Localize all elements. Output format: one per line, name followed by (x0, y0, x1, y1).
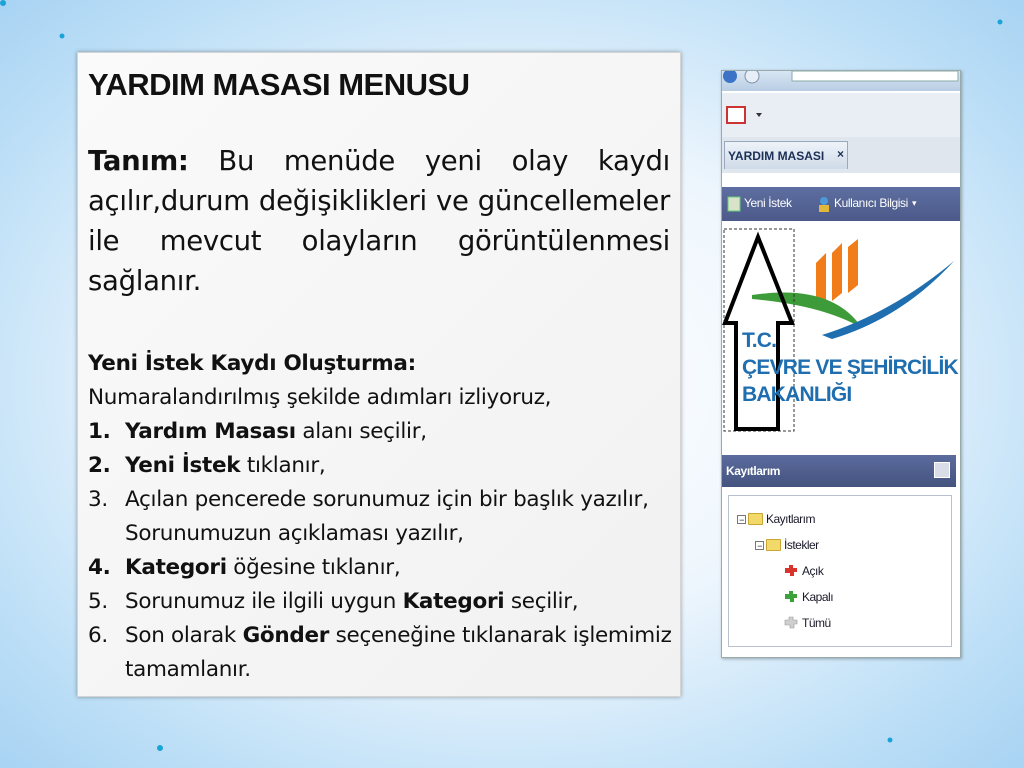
tab-label: YARDIM MASASI (728, 149, 825, 163)
chevron-down-icon[interactable]: ▾ (912, 198, 917, 208)
instructions-section (88, 347, 678, 687)
panel-title: Kayıtlarım (726, 464, 781, 478)
logo-line-2: ÇEVRE VE ŞEHİRCİLİK (742, 356, 958, 379)
logo-line-1: T.C. (742, 329, 777, 352)
step-item (88, 449, 678, 483)
slide-title: YARDIM MASASI MENUSU (88, 67, 470, 102)
records-tree (728, 495, 952, 647)
tree-leaf-open[interactable] (783, 562, 823, 580)
step-text: Açılan pencerede sorunumuz için bir başlık yazılır, Sorunumuzun açıklaması yazılır, (125, 487, 649, 546)
step-text: seçeneğine tıklanarak işlemimiz tamamlanır. (125, 623, 672, 682)
step-bold: Kategori (125, 555, 227, 580)
folder-icon (748, 513, 763, 525)
tree-label: Tümü (802, 616, 831, 630)
step-number: 1. (88, 419, 111, 444)
tree-leaf-closed[interactable] (783, 588, 833, 606)
tree-label: Kapalı (802, 590, 834, 604)
step-bold: Yeni İstek (125, 453, 241, 478)
step-pre: Sorunumuz ile ilgili uygun (125, 589, 403, 614)
collapse-icon[interactable] (934, 462, 950, 478)
browser-nav-icon (722, 71, 960, 91)
step-item (88, 483, 678, 551)
tab-yardim-masasi[interactable] (724, 141, 848, 169)
definition-label: Tanım: (88, 145, 189, 177)
new-request-button[interactable]: Yeni İstek (744, 196, 792, 210)
step-bold: Kategori (402, 589, 505, 614)
definition-text: Bu menüde yeni olay kaydı açılır,durum değişiklikleri ve güncellemeler ile mevcut olayların görüntülenmesi sağlanır. (88, 145, 670, 297)
site-favicon-icon (722, 93, 782, 137)
app-tab-row (722, 137, 960, 173)
user-info-button[interactable]: Kullanıcı Bilgisi (834, 196, 908, 210)
minus-icon[interactable]: − (755, 541, 764, 550)
step-text: seçilir, (504, 589, 579, 614)
step-bold: Yardım Masası (125, 419, 296, 444)
step-text: öğesine tıklanır, (226, 555, 401, 580)
step-pre: Son olarak (125, 623, 243, 648)
step-item (88, 551, 678, 585)
app-toolbar (722, 187, 960, 221)
tree-label: Açık (802, 564, 824, 578)
step-text: tıklanır, (240, 453, 326, 478)
browser-address-bar (722, 71, 960, 91)
step-number: 4. (88, 555, 111, 580)
browser-tab-strip (722, 93, 960, 138)
ministry-logo (722, 223, 960, 451)
content-card (77, 52, 681, 697)
step-number: 6. (88, 623, 108, 648)
green-puzzle-icon (783, 589, 799, 605)
step-item (88, 619, 678, 687)
tree-node-requests[interactable] (755, 536, 819, 554)
logo-line-3: BAKANLIĞI (742, 383, 852, 406)
step-item (88, 585, 678, 619)
steps-list (88, 415, 678, 687)
folder-icon (766, 539, 781, 551)
step-item (88, 415, 678, 449)
app-screenshot (721, 70, 961, 658)
tree-leaf-all[interactable] (783, 614, 831, 632)
step-bold: Gönder (242, 623, 330, 648)
new-request-icon (726, 195, 742, 213)
minus-icon[interactable]: − (737, 515, 746, 524)
step-number: 5. (88, 589, 108, 614)
step-number: 2. (88, 453, 111, 478)
tree-label: İstekler (784, 538, 819, 552)
definition-paragraph (88, 141, 670, 301)
step-number: 3. (88, 487, 108, 512)
close-icon[interactable]: × (836, 147, 844, 161)
tree-label: Kayıtlarım (766, 512, 816, 526)
red-puzzle-icon (783, 563, 799, 579)
user-icon (816, 195, 832, 213)
tree-node-root[interactable] (737, 510, 815, 528)
section-intro: Numaralandırılmış şekilde adımları izliyoruz, (88, 385, 552, 410)
logo-text (742, 327, 958, 408)
step-text: alanı seçilir, (295, 419, 427, 444)
records-panel-header (722, 455, 956, 487)
section-heading: Yeni İstek Kaydı Oluşturma: (88, 351, 416, 376)
grey-puzzle-icon (783, 615, 799, 631)
